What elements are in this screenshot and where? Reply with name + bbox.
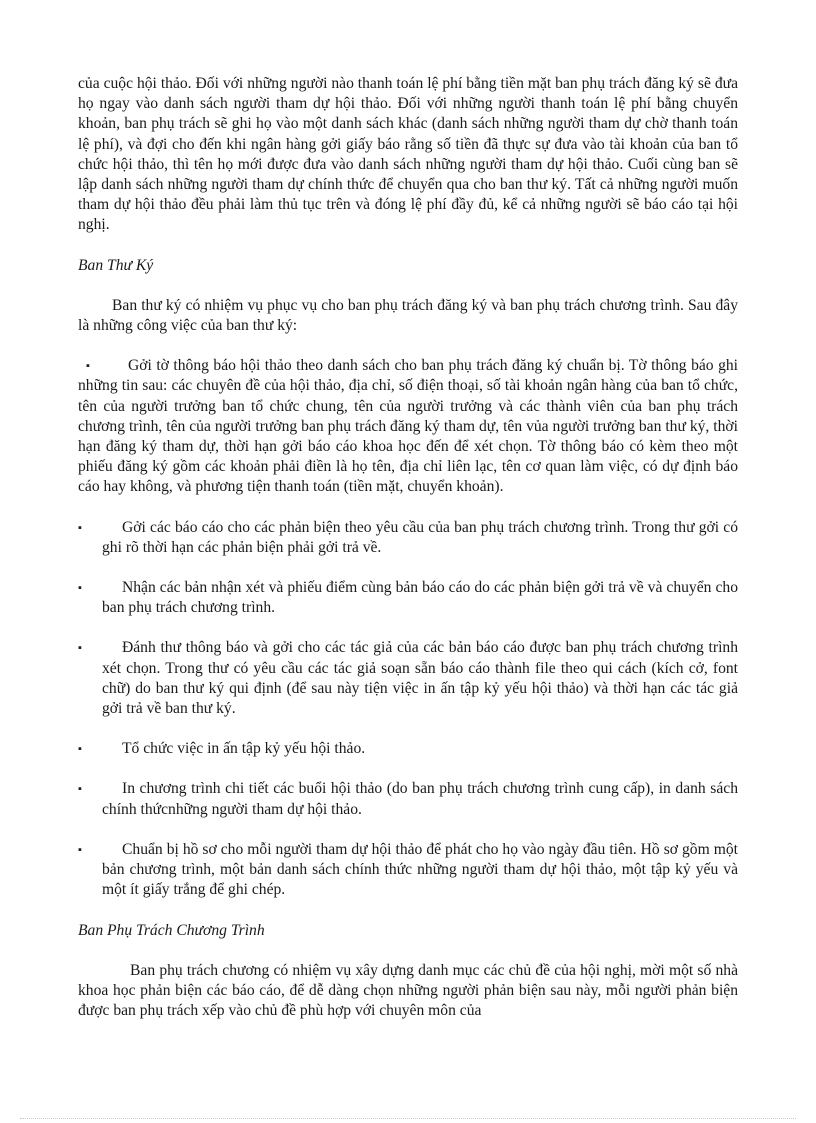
paragraph-program-committee: Ban phụ trách chương có nhiệm vụ xây dựng danh mục các chủ đề của hội nghị, mời một số nhà khoa học phản biện các báo cáo, để dễ dàng chọn những người phản biện sau này, mỗi người phản biện được ban phụ trách xếp vào chủ đề phù hợp với chuyên môn của bbox=[78, 961, 738, 1020]
bullet-icon: ▪ bbox=[78, 521, 82, 534]
list-item-text: Nhận các bản nhận xét và phiếu điểm cùng bản báo cáo do các phản biện gởi trả về và chuyển cho ban phụ trách chương trình. bbox=[102, 579, 738, 617]
bullet-icon: ▪ bbox=[78, 843, 82, 856]
page-bottom-divider bbox=[20, 1118, 796, 1119]
list-item bbox=[78, 739, 738, 759]
list-item bbox=[78, 578, 738, 618]
paragraph-secretariat-intro: Ban thư ký có nhiệm vụ phục vụ cho ban phụ trách đăng ký và ban phụ trách chương trình. Sau đây là những công việc của ban thư ký: bbox=[78, 296, 738, 335]
list-item bbox=[78, 356, 738, 497]
list-item-text: Đánh thư thông báo và gởi cho các tác giả của các bản báo cáo được ban phụ trách chương trình xét chọn. Trong thư có yêu cầu các tác giả soạn sẵn báo cáo thành file theo qui cách (kích cở, font chữ) do ban thư ký qui định (để sau này tiện việc in ấn tập kỷ yếu hội thảo) và thời hạn các tác giả gởi trả về ban thư ký. bbox=[102, 639, 738, 718]
bullet-icon: ▪ bbox=[78, 642, 82, 655]
bullet-icon: ▪ bbox=[78, 783, 82, 796]
list-item bbox=[78, 518, 738, 558]
bullet-icon: ▪ bbox=[78, 582, 82, 595]
list-item bbox=[78, 638, 738, 719]
list-item-text: In chương trình chi tiết các buổi hội thảo (do ban phụ trách chương trình cung cấp), in danh sách chính thứcnhững người tham dự hội thảo. bbox=[102, 780, 738, 818]
paragraph-registration: của cuộc hội thảo. Đối với những người nào thanh toán lệ phí bằng tiền mặt ban phụ trách đăng ký sẽ đưa họ ngay vào danh sách người tham dự hội thảo. Đối với những người thanh toán lệ phí bằng chuyển khoản, ban phụ trách sẽ ghi họ vào một danh sách khác (danh sách những người tham dự chờ thanh toán lệ phí), và đợi cho đến khi ngân hàng gởi giấy báo rằng số tiền đã thực sự đưa vào tài khoản của ban tổ chức hội thảo, thì tên họ mới được đưa vào danh sách những người tham dự hội thảo. Cuối cùng ban sẽ lập danh sách những người tham dự chính thức để chuyển qua cho ban thư ký. Tất cả những người muốn tham dự hội thảo đều phải làm thủ tục trên và đóng lệ phí đầy đủ, kể cả những người sẽ báo cáo tại hội nghị. bbox=[78, 75, 738, 234]
list-item-text: Gởi tờ thông báo hội thảo theo danh sách cho ban phụ trách đăng ký chuẩn bị. Tờ thông báo ghi những tin sau: các chuyên đề của hội thảo, địa chỉ, số điện thoại, số tài khoản ngân hàng của ban tổ chức, tên của người trưởng ban tổ chức chung, tên của người trưởng và các thành viên của ban phụ trách chương trình, tên của người trưởng ban phụ trách đăng ký tham dự, tên vủa người trưởng ban thư ký, thời hạn đăng ký tham dự, thời hạn gởi báo cáo khoa học đến để xét chọn. Tờ thông báo có kèm theo một phiếu đăng ký gồm các khoản phải điền là họ tên, địa chỉ liên lạc, tên cơ quan làm việc, có dự định báo cáo hay không, và phương tiện thanh toán (tiền mặt, chuyển khoản). bbox=[78, 357, 738, 496]
heading-program-committee: Ban Phụ Trách Chương Trình bbox=[78, 921, 265, 939]
heading-secretariat: Ban Thư Ký bbox=[78, 256, 154, 274]
list-item-text: Chuẩn bị hồ sơ cho mỗi người tham dự hội thảo để phát cho họ vào ngày đầu tiên. Hồ sơ gồm một bản chương trình, một bản danh sách chính thức những người tham dự hội thảo, một tập kỷ yếu và một ít giấy trắng để ghi chép. bbox=[102, 840, 738, 899]
document-page bbox=[78, 74, 738, 1021]
list-item bbox=[78, 779, 738, 819]
list-item-text: Tổ chức việc in ấn tập kỷ yếu hội thảo. bbox=[122, 740, 366, 758]
bullet-icon: ▪ bbox=[78, 743, 82, 756]
list-item bbox=[78, 840, 738, 901]
bullet-icon: ▪ bbox=[86, 360, 90, 373]
list-item-text: Gởi các báo cáo cho các phản biện theo yêu cầu của ban phụ trách chương trình. Trong thư gởi có ghi rõ thời hạn các phản biện phải gởi trả về. bbox=[102, 518, 738, 556]
